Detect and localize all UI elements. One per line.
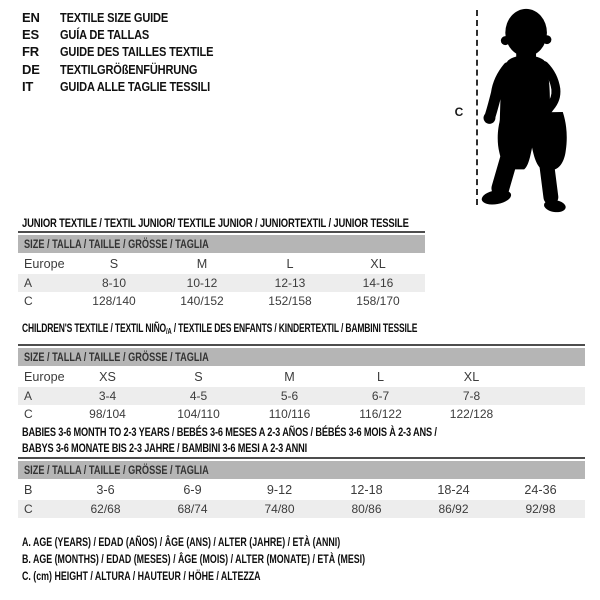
value-cell: XS — [99, 369, 116, 384]
row-label-cell: A — [24, 276, 33, 290]
value-cell: 62/68 — [90, 502, 121, 516]
value-cell: 9-12 — [266, 482, 293, 497]
value-cell: XL — [370, 256, 386, 271]
value-cell: L — [286, 256, 294, 271]
baby-ear-left — [501, 36, 510, 45]
value-cell: 92/98 — [525, 502, 556, 516]
value-cell: 6-7 — [371, 389, 390, 403]
row-label-cell: A — [24, 389, 33, 403]
value-cell: 12-18 — [350, 482, 383, 497]
footnote-b: B. AGE (MONTHS) / EDAD (MESES) / ÂGE (MOIS) / ALTER (MONATE) / ETÀ (MESI) — [22, 552, 366, 566]
value-cell: 8-10 — [101, 276, 127, 290]
language-title: TEXTILE SIZE GUIDE — [60, 10, 169, 25]
table-row — [18, 387, 585, 405]
size-header-bar — [18, 348, 585, 366]
row-label-cell: Europe — [24, 256, 65, 271]
footnote-a: A. AGE (YEARS) / EDAD (AÑOS) / ÂGE (ANS) / ALTER (JAHRE) / ETÀ (ANNI) — [22, 535, 341, 549]
value-cell: 86/92 — [438, 502, 469, 516]
language-title: GUIDA ALLE TAGLIE TESSILI — [60, 78, 211, 94]
table-row — [18, 479, 585, 500]
row-label-cell: C — [24, 294, 33, 308]
language-code: FR — [22, 44, 39, 60]
language-title: GUIDE DES TAILLES TEXTILE — [60, 44, 214, 60]
table-row — [18, 292, 425, 310]
junior-table-title — [22, 215, 505, 231]
baby-ear-right — [542, 35, 551, 44]
language-title: TEXTILGRÖßENFÜHRUNG — [60, 61, 198, 77]
language-code: DE — [22, 61, 40, 77]
row-label-cell: C — [24, 502, 33, 516]
value-cell: 128/140 — [92, 294, 136, 308]
value-cell: 3-6 — [96, 482, 115, 497]
table-row — [18, 405, 585, 423]
table-body — [18, 366, 585, 423]
value-cell: XL — [463, 369, 480, 384]
language-code: ES — [22, 27, 39, 43]
value-cell: 122/128 — [449, 407, 494, 421]
language-code: EN — [22, 10, 40, 25]
children-table-title — [22, 320, 571, 340]
row-label-cell: Europe — [24, 369, 65, 384]
baby-leg-left — [500, 151, 511, 189]
height-figure — [0, 0, 600, 215]
children-title-post: / TEXTILE DES ENFANTS / KINDERTEXTIL / BAMBINI TESSILE — [171, 321, 418, 335]
value-cell: 14-16 — [362, 276, 394, 290]
value-cell: 10-12 — [186, 276, 218, 290]
baby-hand-right — [536, 114, 546, 124]
table-row — [18, 366, 585, 387]
children-table-title-text — [22, 320, 417, 340]
children-title-subscript: /A — [166, 327, 172, 336]
junior-table-title-text: JUNIOR TEXTILE / TEXTIL JUNIOR/ TEXTILE JUNIOR / JUNIORTEXTIL / JUNIOR TESSILE — [22, 216, 409, 230]
language-title: GUÍA DE TALLAS — [60, 27, 150, 43]
value-cell: M — [196, 256, 208, 271]
babies-table-title — [22, 424, 554, 456]
row-label-cell: B — [24, 482, 33, 497]
baby-leg-right — [545, 151, 551, 198]
value-cell: S — [109, 256, 119, 271]
toddler-silhouette-image — [480, 2, 600, 215]
value-cell: 24-36 — [524, 482, 557, 497]
footnotes-block — [22, 534, 479, 585]
size-header-text: SIZE / TALLA / TAILLE / GRÖSSE / TAGLIA — [24, 237, 209, 251]
table-row — [18, 274, 425, 292]
size-header-text: SIZE / TALLA / TAILLE / GRÖSSE / TAGLIA — [24, 350, 209, 364]
value-cell: 74/80 — [264, 502, 295, 516]
value-cell: 3-4 — [98, 389, 117, 403]
row-label-cell: C — [24, 407, 33, 421]
babies-title-line1: BABIES 3-6 MONTH TO 2-3 YEARS / BEBÉS 3-6 MESES A 2-3 AÑOS / BÉBÉS 3-6 MOIS À 2-3 ANS / — [22, 425, 437, 439]
value-cell: M — [284, 369, 295, 384]
value-cell: 98/104 — [89, 407, 126, 421]
value-cell: 158/170 — [356, 294, 400, 308]
size-header-text: SIZE / TALLA / TAILLE / GRÖSSE / TAGLIA — [24, 463, 209, 477]
table-body — [18, 479, 585, 518]
table-body — [18, 253, 425, 310]
footnote-c: C. (cm) HEIGHT / ALTURA / HAUTEUR / HÖHE / ALTEZZA — [22, 569, 261, 583]
value-cell: S — [194, 369, 203, 384]
value-cell: 110/116 — [268, 407, 311, 421]
value-cell: 152/158 — [268, 294, 312, 308]
value-cell: 18-24 — [437, 482, 470, 497]
height-label-c: C — [454, 105, 464, 119]
size-header-bar — [18, 235, 425, 253]
babies-size-table — [18, 457, 585, 518]
baby-hand-left — [484, 112, 496, 124]
children-size-table — [18, 344, 585, 423]
size-header-bar — [18, 461, 585, 479]
value-cell: 5-6 — [280, 389, 299, 403]
value-cell: 7-8 — [462, 389, 481, 403]
value-cell: 4-5 — [189, 389, 208, 403]
value-cell: L — [376, 369, 384, 384]
table-row — [18, 500, 585, 518]
height-measure-dashed-line — [476, 10, 478, 205]
value-cell: 116/122 — [359, 407, 402, 421]
value-cell: 12-13 — [274, 276, 306, 290]
value-cell: 80/86 — [351, 502, 382, 516]
children-title-pre: CHILDREN'S TEXTILE / TEXTIL NIÑO — [22, 321, 167, 335]
value-cell: 6-9 — [183, 482, 202, 497]
value-cell: 68/74 — [177, 502, 208, 516]
junior-size-table — [18, 231, 425, 310]
babies-title-line2: BABYS 3-6 MONATE BIS 2-3 JAHRE / BAMBINI 3-6 MESI A 2-3 ANNI — [22, 441, 307, 455]
language-code: IT — [22, 78, 34, 94]
value-cell: 104/110 — [177, 407, 220, 421]
value-cell: 140/152 — [180, 294, 224, 308]
table-row — [18, 253, 425, 274]
